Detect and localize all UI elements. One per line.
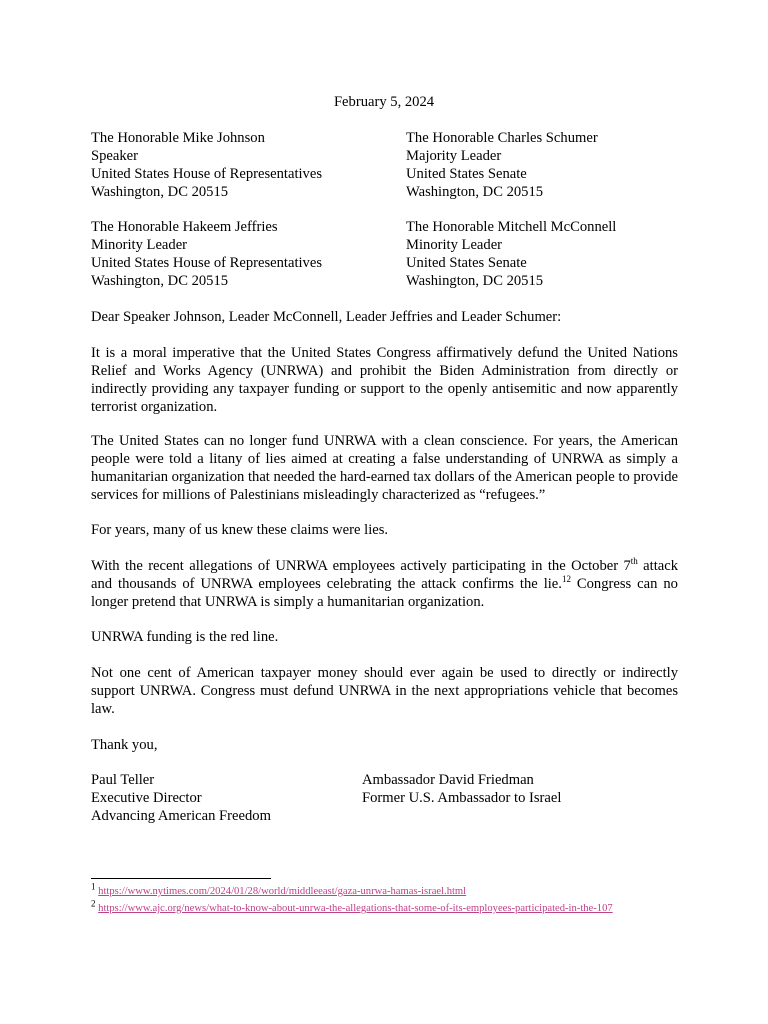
footnote-link[interactable]: https://www.ajc.org/news/what-to-know-about-unrwa-the-allegations-that-some-of-its-employees-participated-in-the-107 [98, 903, 613, 914]
recipient-city: Washington, DC 20515 [91, 184, 229, 200]
paragraph-claims-lies: For years, many of us knew these claims were lies. [91, 522, 389, 538]
paragraph-text: attack and thousands of UNRWA employees celebrating the attack confirms the lie. [91, 558, 679, 592]
signature-block-friedman [362, 771, 561, 807]
recipient-name: The Honorable Mitchell McConnell [406, 219, 617, 235]
recipient-body: United States House of Representatives [91, 166, 323, 182]
footnote-link[interactable]: https://www.nytimes.com/2024/01/28/world/middleeast/gaza-unrwa-hamas-israel.html [98, 886, 467, 897]
paragraph-recent-allegations [91, 557, 678, 611]
signatory-title: Former U.S. Ambassador to Israel [362, 790, 562, 806]
recipient-name: The Honorable Charles Schumer [406, 130, 598, 146]
recipient-city: Washington, DC 20515 [406, 184, 544, 200]
paragraph-text: Congress can no longer pretend that UNRWA is simply a humanitarian organization. [91, 576, 678, 610]
salutation: Dear Speaker Johnson, Leader McConnell, Leader Jeffries and Leader Schumer: [91, 309, 562, 325]
paragraph-text: With the recent allegations of UNRWA employees actively participating in the October 7 [91, 558, 631, 574]
recipient-address-mcconnell [406, 218, 706, 290]
paragraph-red-line: UNRWA funding is the red line. [91, 629, 279, 645]
signatory-name: Paul Teller [91, 772, 155, 788]
signatory-name: Ambassador David Friedman [362, 772, 534, 788]
recipient-body: United States Senate [406, 166, 527, 182]
letter-date: February 5, 2024 [333, 94, 435, 110]
recipient-title: Speaker [91, 148, 139, 164]
recipient-title: Majority Leader [406, 148, 502, 164]
recipient-address-johnson [91, 129, 391, 201]
closing: Thank you, [91, 737, 158, 753]
recipient-city: Washington, DC 20515 [91, 273, 229, 289]
footnote-number: 2 [91, 898, 96, 909]
recipient-body: United States House of Representatives [91, 255, 323, 271]
recipient-address-jeffries [91, 218, 391, 290]
footnote-number: 1 [91, 881, 96, 892]
signatory-org: Advancing American Freedom [91, 808, 271, 824]
recipient-address-schumer [406, 129, 706, 201]
footnote-1 [91, 881, 681, 899]
recipient-title: Minority Leader [406, 237, 503, 253]
paragraph-not-one-cent: Not one cent of American taxpayer money should ever again be used to directly or indirectly support UNRWA. Congress must defund UNRWA in the next appropriations vehicle that becomes law. [91, 665, 678, 717]
signatory-title: Executive Director [91, 790, 202, 806]
signature-block-teller [91, 771, 271, 825]
paragraph-clean-conscience: The United States can no longer fund UNRWA with a clean conscience. For years, the American people were told a litany of lies aimed at creating a false understanding of UNRWA as simply a humanitarian organization that needed the hard-earned tax dollars of the American people to provide services for millions of Palestinians misleadingly characterized as “refugees.” [91, 433, 678, 503]
recipient-city: Washington, DC 20515 [406, 273, 544, 289]
footnote-divider [91, 878, 271, 879]
ordinal-superscript: th [630, 556, 638, 567]
recipient-title: Minority Leader [91, 237, 188, 253]
recipient-name: The Honorable Hakeem Jeffries [91, 219, 278, 235]
footnote-2 [91, 898, 681, 916]
recipient-name: The Honorable Mike Johnson [91, 130, 265, 146]
footnote-reference[interactable]: 12 [561, 574, 571, 585]
recipient-body: United States Senate [406, 255, 527, 271]
paragraph-moral-imperative: It is a moral imperative that the United States Congress affirmatively defund the United Nations Relief and Works Agency (UNRWA) and prohibit the Biden Administration from directly or indirectly providing any taxpayer funding or support to the openly antisemitic and now apparently terrorist organization. [91, 345, 678, 415]
